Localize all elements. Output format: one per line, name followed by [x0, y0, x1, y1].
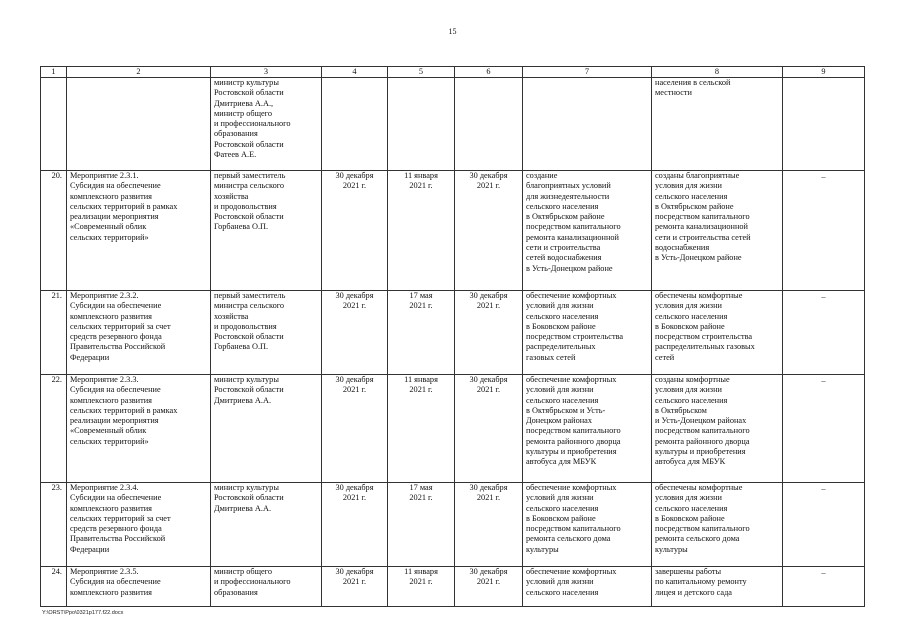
measure-cell: Мероприятие 2.3.2. Субсидии на обеспечение комплексного развития сельских территорий за счет средств резервного фонда Правительства Российской Федерации	[67, 291, 211, 375]
footer-file-path: Y:\ORST\Ppo\0321p177.f22.docx	[42, 610, 124, 616]
responsible-cell: министр культуры Ростовской области Дмитриева А.А.	[211, 375, 322, 483]
column-header: 1	[41, 67, 67, 78]
expected-result-cell: обеспечение комфортных условий для жизни сельского населения в Боковском районе посредством капитального ремонта сельского дома культуры	[523, 483, 652, 567]
decision-date-cell: 30 декабря 2021 г.	[322, 375, 388, 483]
note-cell: –	[783, 375, 865, 483]
note-cell: –	[783, 291, 865, 375]
decision-date-cell: 30 декабря 2021 г.	[322, 291, 388, 375]
responsible-cell: министр общего и профессионального образования	[211, 567, 322, 607]
table-row	[41, 375, 865, 483]
column-header: 7	[523, 67, 652, 78]
measure-cell	[67, 78, 211, 171]
end-date-cell: 30 декабря 2021 г.	[455, 483, 523, 567]
table-row	[41, 171, 865, 291]
note-cell: –	[783, 171, 865, 291]
measure-cell: Мероприятие 2.3.1. Субсидия на обеспечение комплексного развития сельских территорий в рамках реализации мероприятия «Современный облик сельских территорий»	[67, 171, 211, 291]
page-number: 15	[448, 27, 457, 36]
achieved-result-cell: созданы благоприятные условия для жизни сельского населения в Октябрьском районе посредством капитального ремонта канализационной сети и строительства сетей водоснабжения в Усть-Донецком районе	[652, 171, 783, 291]
row-number-cell: 20.	[41, 171, 67, 291]
expected-result-cell: создание благоприятных условий для жизнедеятельности сельского населения в Октябрьском районе посредством капитального ремонта канализационной сети и строительства сетей водоснабжения в Усть-Донецком районе	[523, 171, 652, 291]
expected-result-cell: обеспечение комфортных условий для жизни сельского населения	[523, 567, 652, 607]
achieved-result-cell: населения в сельской местности	[652, 78, 783, 171]
start-date-cell	[388, 78, 455, 171]
start-date-cell: 11 января 2021 г.	[388, 375, 455, 483]
column-header: 5	[388, 67, 455, 78]
decision-date-cell: 30 декабря 2021 г.	[322, 567, 388, 607]
start-date-cell: 11 января 2021 г.	[388, 171, 455, 291]
start-date-cell: 11 января 2021 г.	[388, 567, 455, 607]
decision-date-cell: 30 декабря 2021 г.	[322, 171, 388, 291]
end-date-cell: 30 декабря 2021 г.	[455, 291, 523, 375]
decision-date-cell: 30 декабря 2021 г.	[322, 483, 388, 567]
table-row	[41, 78, 865, 171]
row-number-cell: 21.	[41, 291, 67, 375]
end-date-cell: 30 декабря 2021 г.	[455, 375, 523, 483]
column-header: 6	[455, 67, 523, 78]
measure-cell: Мероприятие 2.3.5. Субсидия на обеспечение комплексного развития	[67, 567, 211, 607]
expected-result-cell: обеспечение комфортных условий для жизни сельского населения в Октябрьском и Усть- Донецком районах посредством капитального ремонта районного дворца культуры и приобретения автобуса для МБУК	[523, 375, 652, 483]
table-row	[41, 291, 865, 375]
column-header: 2	[67, 67, 211, 78]
table-row	[41, 483, 865, 567]
column-header: 8	[652, 67, 783, 78]
end-date-cell: 30 декабря 2021 г.	[455, 567, 523, 607]
end-date-cell: 30 декабря 2021 г.	[455, 171, 523, 291]
row-number-cell	[41, 78, 67, 171]
responsible-cell: первый заместитель министра сельского хозяйства и продовольствия Ростовской области Горбанева О.П.	[211, 171, 322, 291]
end-date-cell	[455, 78, 523, 171]
achieved-result-cell: обеспечены комфортные условия для жизни сельского населения в Боковском районе посредством капитального ремонта сельского дома культуры	[652, 483, 783, 567]
column-header: 3	[211, 67, 322, 78]
row-number-cell: 22.	[41, 375, 67, 483]
measures-table	[40, 66, 865, 607]
note-cell	[783, 78, 865, 171]
table-header-row	[41, 67, 865, 78]
responsible-cell: министр культуры Ростовской области Дмитриева А.А., министр общего и профессионального образования Ростовской области Фатеев А.Е.	[211, 78, 322, 171]
measure-cell: Мероприятие 2.3.4. Субсидии на обеспечение комплексного развития сельских территорий за счет средств резервного фонда Правительства Российской Федерации	[67, 483, 211, 567]
table-row	[41, 567, 865, 607]
row-number-cell: 23.	[41, 483, 67, 567]
measure-cell: Мероприятие 2.3.3. Субсидия на обеспечение комплексного развития сельских территорий в рамках реализации мероприятия «Современный облик сельских территорий»	[67, 375, 211, 483]
decision-date-cell	[322, 78, 388, 171]
row-number-cell: 24.	[41, 567, 67, 607]
start-date-cell: 17 мая 2021 г.	[388, 291, 455, 375]
expected-result-cell	[523, 78, 652, 171]
column-header: 4	[322, 67, 388, 78]
responsible-cell: министр культуры Ростовской области Дмитриева А.А.	[211, 483, 322, 567]
note-cell: –	[783, 567, 865, 607]
note-cell: –	[783, 483, 865, 567]
start-date-cell: 17 мая 2021 г.	[388, 483, 455, 567]
responsible-cell: первый заместитель министра сельского хозяйства и продовольствия Ростовской области Горбанева О.П.	[211, 291, 322, 375]
achieved-result-cell: созданы комфортные условия для жизни сельского населения в Октябрьском и Усть-Донецком районах посредством капитального ремонта районного дворца культуры и приобретения автобуса для МБУК	[652, 375, 783, 483]
column-header: 9	[783, 67, 865, 78]
expected-result-cell: обеспечение комфортных условий для жизни сельского населения в Боковском районе посредством строительства распределительных газовых сетей	[523, 291, 652, 375]
achieved-result-cell: обеспечены комфортные условия для жизни сельского населения в Боковском районе посредством строительства распределительных газовых сетей	[652, 291, 783, 375]
achieved-result-cell: завершены работы по капитальному ремонту лицея и детского сада	[652, 567, 783, 607]
